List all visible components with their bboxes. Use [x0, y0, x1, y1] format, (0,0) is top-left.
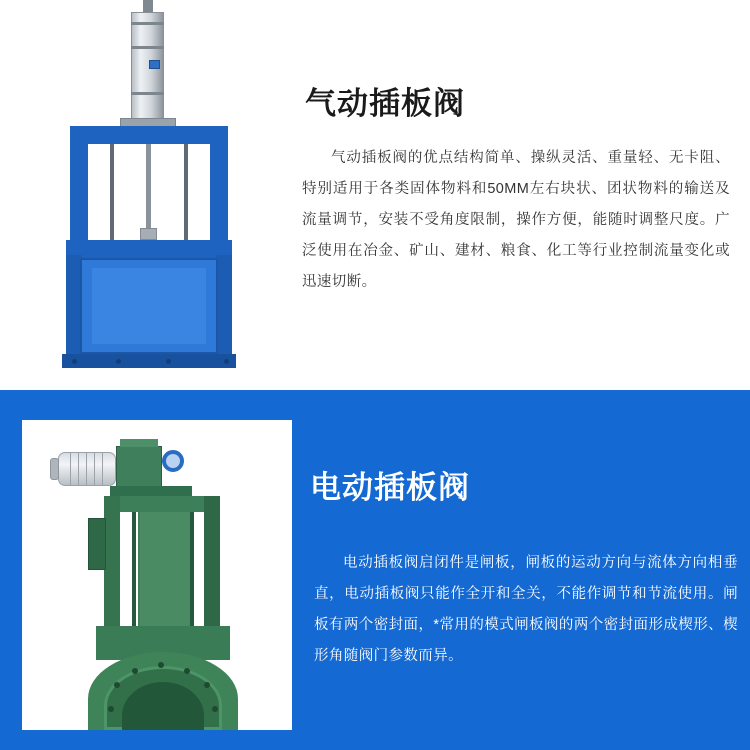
valve-base-flange	[62, 354, 236, 368]
electric-valve-text	[300, 390, 750, 750]
cylinder-band-icon	[131, 22, 164, 25]
valve-stem	[146, 144, 151, 236]
handwheel-icon	[162, 450, 184, 472]
frame-top-beam	[70, 126, 228, 144]
actuator-mount-plate	[110, 486, 192, 496]
bolt-icon	[132, 668, 138, 674]
electric-valve-title: 电动插板阀	[310, 470, 470, 505]
guide-rod-left	[132, 512, 136, 628]
cylinder-band-icon	[131, 46, 164, 49]
valve-gate-panel	[92, 268, 206, 344]
motor-fin-icon	[78, 452, 79, 486]
bolt-icon	[184, 668, 190, 674]
frame-post-right	[210, 126, 228, 248]
bolt-icon	[116, 359, 121, 364]
bolt-icon	[114, 682, 120, 688]
motor-fin-icon	[94, 452, 95, 486]
pneumatic-valve-title: 气动插板阀	[305, 86, 465, 121]
guide-rod-right	[184, 144, 188, 244]
guide-rod-right	[190, 512, 194, 628]
valve-body-top-plate	[66, 240, 232, 260]
pneumatic-valve-image	[0, 0, 290, 390]
motor-fin-icon	[86, 452, 87, 486]
limit-switch-box-icon	[88, 518, 106, 570]
electric-valve-illustration	[22, 420, 292, 730]
air-fitting-icon	[149, 60, 160, 69]
stem-nut-icon	[140, 228, 157, 240]
electric-motor-icon	[58, 452, 116, 486]
motor-fin-icon	[70, 452, 71, 486]
bolt-icon	[212, 706, 218, 712]
cylinder-band-icon	[131, 92, 164, 95]
valve-body-right-side	[216, 255, 232, 357]
bolt-icon	[224, 359, 229, 364]
bolt-icon	[158, 662, 164, 668]
pneumatic-valve-description: 气动插板阀的优点结构简单、操纵灵活、重量轻、无卡阻、特别适用于各类固体物料和50MM左右块状、团状物料的输送及流量调节，安装不受角度限制，操作方便，能随时调整尺度。广泛使用在冶金、矿山、建材、粮食、化工等行业控制流量变化或迅速切断。	[302, 150, 730, 290]
bolt-icon	[204, 682, 210, 688]
pneumatic-valve-text	[290, 0, 750, 390]
motor-fin-icon	[102, 452, 103, 486]
section-electric-valve	[0, 390, 750, 750]
electric-valve-description: 电动插板阀启闭件是闸板，闸板的运动方向与流体方向相垂直，电动插板阀只能作全开和全关，不能作调节和节流使用。闸板有两个密封面，*常用的模式闸板阀的两个密封面形成楔形、楔形角随阀门参数而异。	[314, 555, 738, 664]
gearbox-cover-icon	[120, 439, 158, 447]
gearbox-icon	[116, 446, 162, 488]
frame-post-right	[204, 496, 220, 632]
frame-top-beam	[104, 496, 220, 512]
bolt-icon	[72, 359, 77, 364]
motor-end-cap-icon	[50, 458, 59, 480]
frame-post-left	[70, 126, 88, 248]
bolt-icon	[108, 706, 114, 712]
gate-plate	[138, 512, 190, 628]
guide-rod-left	[110, 144, 114, 244]
pneumatic-valve-illustration	[0, 0, 290, 390]
frame-post-left	[104, 496, 120, 632]
bolt-icon	[166, 359, 171, 364]
electric-valve-image	[22, 420, 292, 730]
